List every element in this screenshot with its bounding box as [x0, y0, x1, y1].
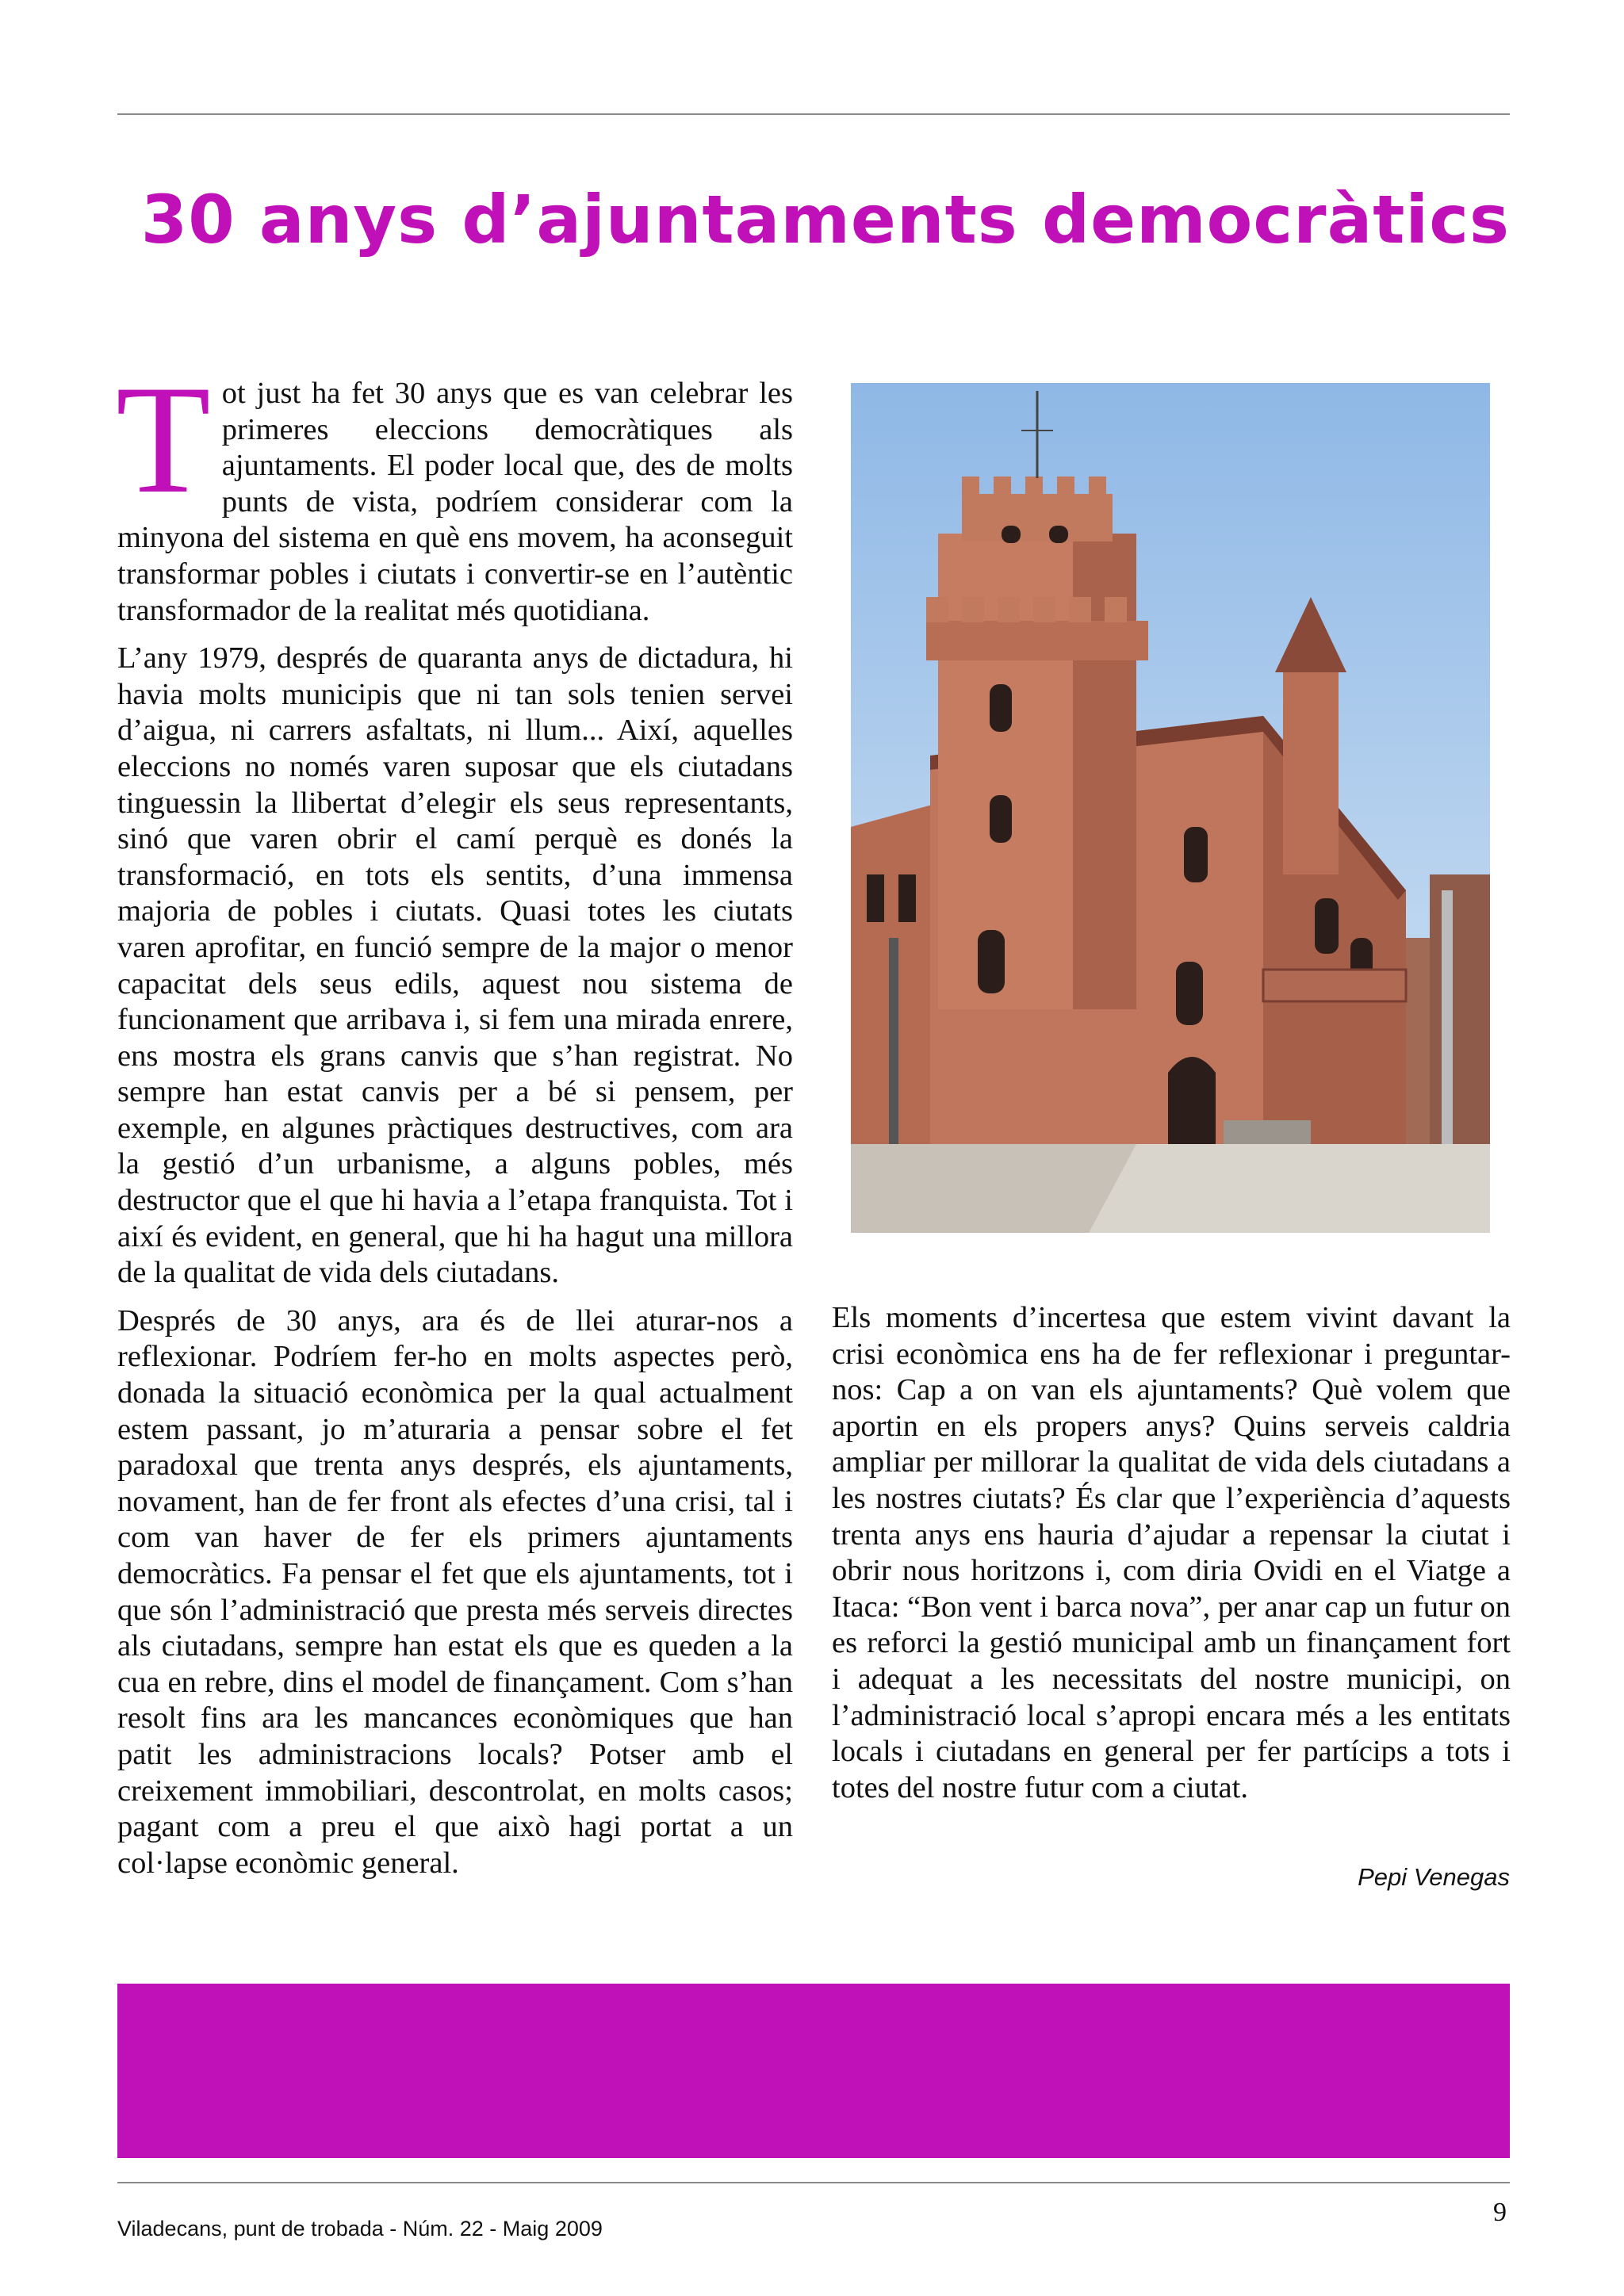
paragraph-2: L’any 1979, després de quaranta anys de dictadura, hi havia molts municipis que ni tan sols tenien servei d’aigua, ni carrers asfaltats, ni llum... Així, aquelles eleccions no només varen suposar que els ciutadans tinguessin la llibertat d’elegir els seus representants, sinó que varen obrir el camí perquè es donés la transformació, en tots els sentits, d’una immensa majoria de pobles i ciutats. Quasi totes les ciutats varen aprofitar, en funció sempre de la major o menor capacitat dels seus edils, aquest nou sistema de funcionament que arribava i, si fem una mirada enrere, ens mostra els grans canvis que s’han registrat. No sempre han estat canvis per a bé si pensem, per exemple, en algunes pràctiques destructives, com ara la gestió d’un urbanisme, a alguns pobles, més destructor que el que hi havia a l’etapa franquista. Tot i així és evident, en general, que hi ha hagut una millora de la qualitat de vida dels ciutadans.: [117, 641, 793, 1290]
town-hall-photo: [851, 383, 1490, 1233]
left-column: [116, 354, 793, 1893]
author-signature: Pepi Venegas: [1358, 1863, 1510, 1891]
top-rule: [117, 113, 1510, 115]
right-column: [832, 1300, 1511, 1818]
bottom-rule: [117, 2182, 1510, 2183]
paragraph-1: [116, 354, 793, 629]
drop-cap: T: [116, 354, 211, 526]
magenta-band: [117, 1984, 1510, 2158]
article-title: 30 anys d’ajuntaments democràtics: [140, 181, 1510, 258]
town-hall-illustration: [851, 383, 1490, 1233]
paragraph-4: Els moments d’incertesa que estem vivint davant la crisi econòmica ens ha de fer reflexionar i preguntar-nos: Cap a on van els ajuntaments? Què volem que aportin en els propers anys? Quins serveis caldria ampliar per millorar la qualitat de vida dels ciutadans a les nostres ciutats? És clar que l’experiència d’aquests trenta anys ens hauria d’ajudar a repensar la ciutat i obrir nous horitzons i, com diria Ovidi en el Viatge a Itaca: “Bon vent i barca nova”, per anar cap un futur on es reforci la gestió municipal amb un finançament fort i adequat a les necessitats del nostre municipi, on l’administració local s’apropi encara més a les entitats locals i ciutadans en general per fer partícips a tots i totes del nostre futur com a ciutat.: [832, 1301, 1511, 1804]
page-number: 9: [1493, 2198, 1507, 2227]
paragraph-1-text: ot just ha fet 30 anys que es van celebrar les primeres eleccions democràtiques als ajuntaments. El poder local que, des de molts punts de vista, podríem considerar com la minyona del sistema en què ens movem, ha aconseguit transformar pobles i ciutats i convertir-se en l’autèntic transformador de la realitat més quotidiana.: [117, 377, 793, 627]
footer-publication: Viladecans, punt de trobada - Núm. 22 - Maig 2009: [117, 2217, 603, 2241]
paragraph-3: Després de 30 anys, ara és de llei aturar-nos a reflexionar. Podríem fer-ho en molts aspectes però, donada la situació econòmica per la qual actualment estem passant, jo m’aturaria a pensar sobre el fet paradoxal que trenta anys després, els ajuntaments, novament, han de fer front als efectes d’una crisi, tal i com van haver de fer els primers ajuntaments democràtics. Fa pensar el fet que els ajuntaments, tot i que són l’administració que presta més serveis directes als ciutadans, sempre han estat els que es queden a la cua en rebre, dins el model de finançament. Com s’han resolt fins ara les mancances econòmiques que han patit les administracions locals? Potser amb el creixement immobiliari, descontrolat, en molts casos; pagant com a preu el que això hagi portat a un col·lapse econòmic general.: [117, 1303, 793, 1880]
